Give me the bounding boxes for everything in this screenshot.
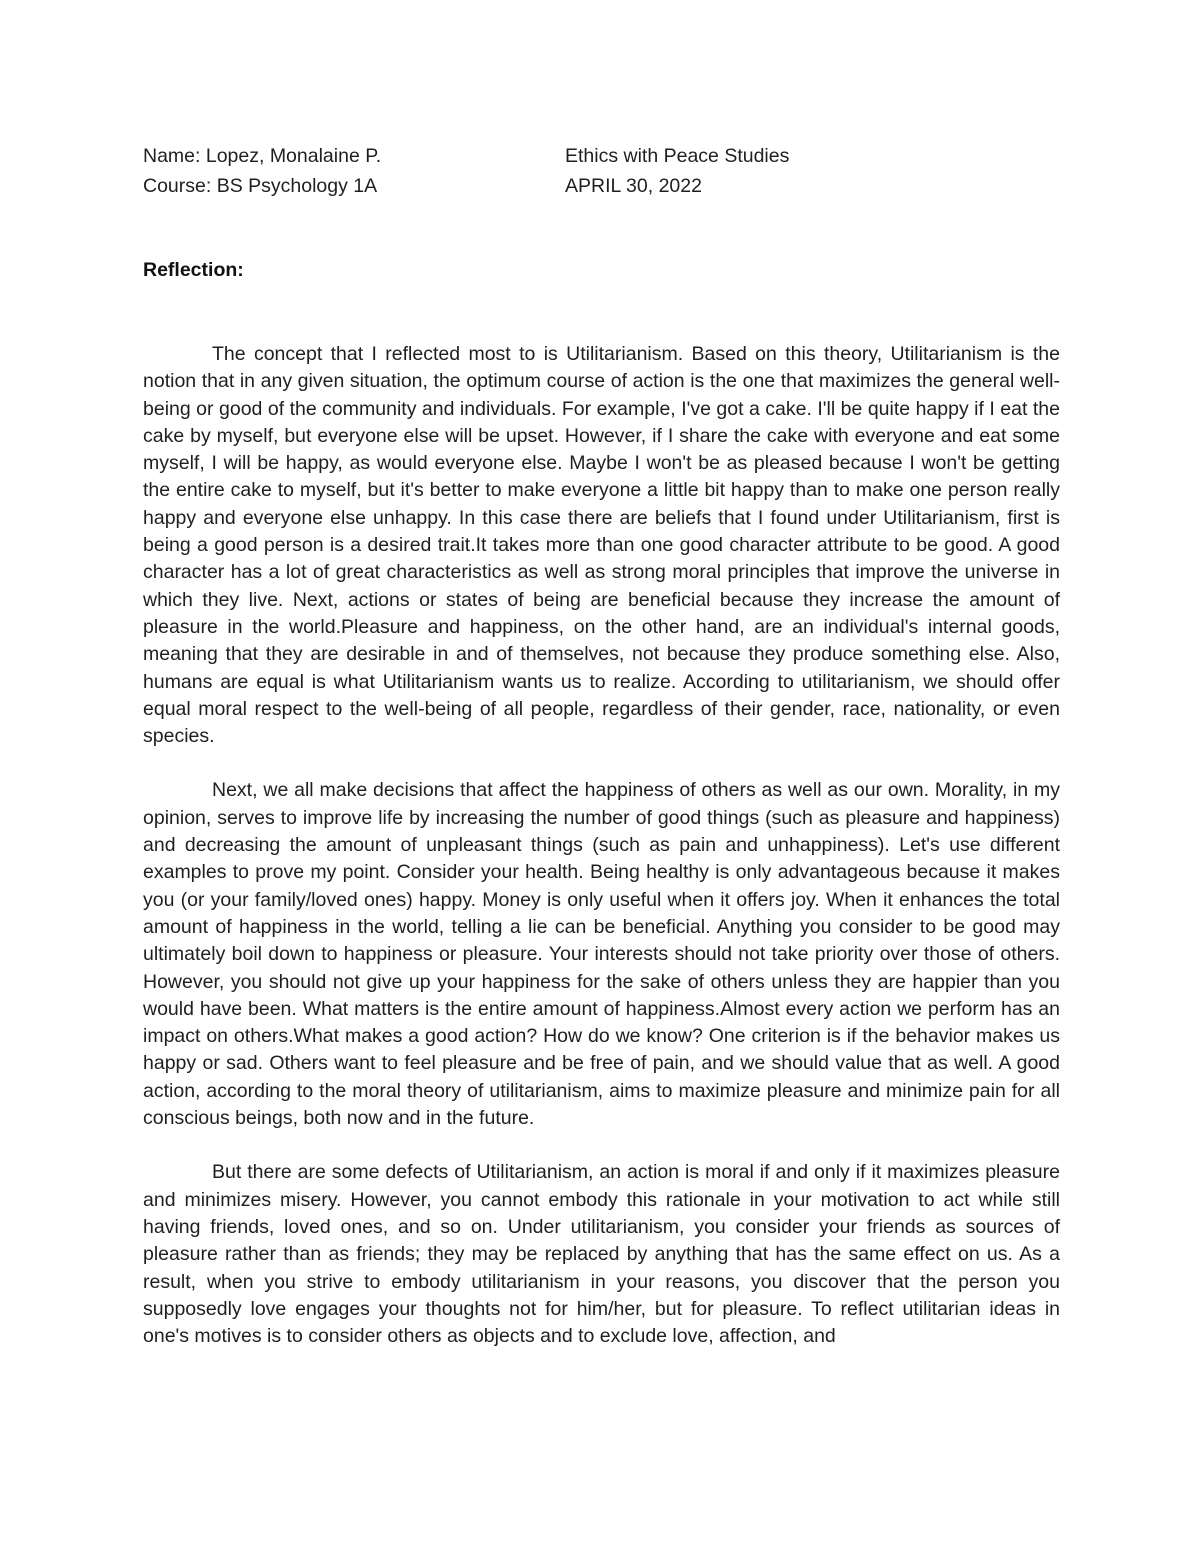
document-date: APRIL 30, 2022 [565,175,702,197]
paragraph-3: But there are some defects of Utilitarianism, an action is moral if and only if it maximizes pleasure and minimizes misery. However, you cannot embody this rationale in your motivation to act while still having friends, loved ones, and so on. Under utilitarianism, you consider your friends as sources of pleasure rather than as friends; they may be replaced by anything that has the same effect on us. As a result, when you strive to embody utilitarianism in your reasons, you discover that the person you supposedly love engages your thoughts not for him/her, but for pleasure. To reflect utilitarian ideas in one's motives is to consider others as objects and to exclude love, affection, and [143,1161,1060,1348]
course-info: Course: BS Psychology 1A [143,175,378,197]
header-row-2 [143,171,1063,201]
reflection-heading: Reflection: [143,259,244,281]
student-name: Name: Lopez, Monalaine P. [143,145,382,167]
subject-title: Ethics with Peace Studies [565,145,790,167]
document-header [143,141,1063,201]
header-row-1 [143,141,1063,171]
paragraph-1: The concept that I reflected most to is Utilitarianism. Based on this theory, Utilitarianism is the notion that in any given situation, the optimum course of action is the one that maximizes the general well-being or good of the community and individuals. For example, I've got a cake. I'll be quite happy if I eat the cake by myself, but everyone else will be upset. However, if I share the cake with everyone and eat some myself, I will be happy, as would everyone else. Maybe I won't be as pleased because I won't be getting the entire cake to myself, but it's better to make everyone a little bit happy than to make one person really happy and everyone else unhappy. In this case there are beliefs that I found under Utilitarianism, first is being a good person is a desired trait.It takes more than one good character attribute to be good. A good character has a lot of great characteristics as well as strong moral principles that improve the universe in which they live. Next, actions or states of being are beneficial because they increase the amount of pleasure in the world.Pleasure and happiness, on the other hand, are an individual's internal goods, meaning that they are desirable in and of themselves, not because they produce something else. Also, humans are equal is what Utilitarianism wants us to realize. According to utilitarianism, we should offer equal moral respect to the well-being of all people, regardless of their gender, race, nationality, or even species. [143,343,1060,748]
reflection-body [143,341,1060,1350]
paragraph-2: Next, we all make decisions that affect the happiness of others as well as our own. Morality, in my opinion, serves to improve life by increasing the number of good things (such as pleasure and happiness) and decreasing the amount of unpleasant things (such as pain and unhappiness). Let's use different examples to prove my point. Consider your health. Being healthy is only advantageous because it makes you (or your family/loved ones) happy. Money is only useful when it offers joy. When it enhances the total amount of happiness in the world, telling a lie can be beneficial. Anything you consider to be good may ultimately boil down to happiness or pleasure. Your interests should not take priority over those of others. However, you should not give up your happiness for the sake of others unless they are happier than you would have been. What matters is the entire amount of happiness.Almost every action we perform has an impact on others.What makes a good action? How do we know? One criterion is if the behavior makes us happy or sad. Others want to feel pleasure and be free of pain, and we should value that as well. A good action, according to the moral theory of utilitarianism, aims to maximize pleasure and minimize pain for all conscious beings, both now and in the future. [143,779,1060,1130]
